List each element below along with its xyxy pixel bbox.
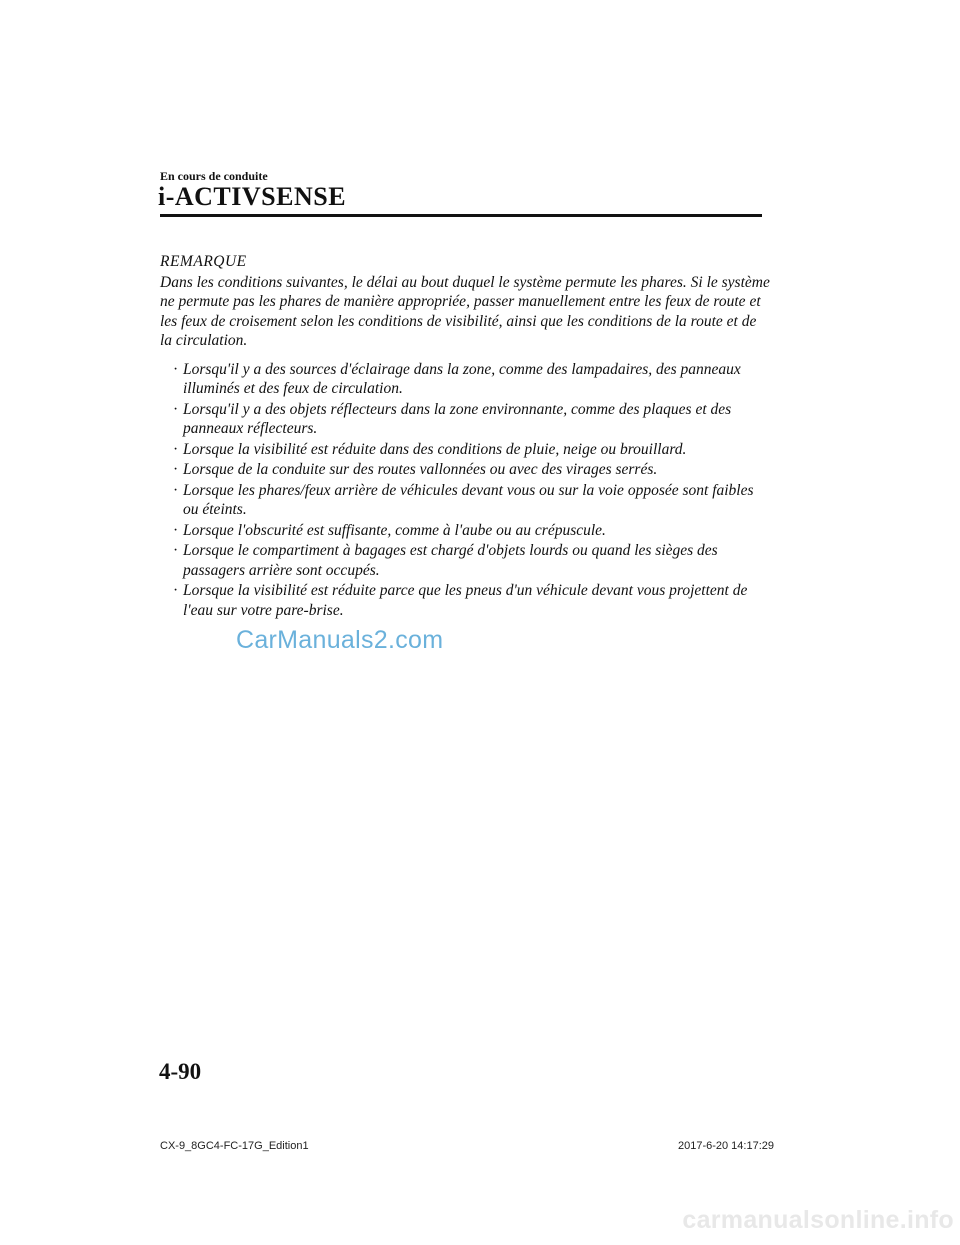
section-label: En cours de conduite bbox=[160, 169, 268, 183]
source-watermark: carmanualsonline.info bbox=[682, 1206, 954, 1234]
title-rule bbox=[160, 214, 762, 217]
list-item bbox=[173, 481, 770, 520]
list-item bbox=[173, 440, 770, 460]
bullet-icon: · bbox=[173, 582, 179, 599]
list-item-text: Lorsque la visibilité est réduite parce que les pneus d'un véhicule devant vous projettent de l'eau sur votre pare-brise. bbox=[183, 582, 748, 619]
list-item bbox=[173, 541, 770, 580]
note-intro: Dans les conditions suivantes, le délai au bout duquel le système permute les phares. Si le système ne permute pas les phares de manière appropriée, passer manuellement entre les feux de route et les feux de croisement selon les conditions de visibilité, ainsi que les conditions de la route et de la circulation. bbox=[160, 273, 770, 349]
watermark-link[interactable]: CarManuals2.com bbox=[236, 626, 444, 654]
bullet-icon: · bbox=[173, 542, 179, 559]
bullet-icon: · bbox=[173, 461, 179, 478]
note-block bbox=[160, 252, 770, 621]
bullet-icon: · bbox=[173, 481, 179, 499]
document-code: CX-9_8GC4-FC-17G_Edition1 bbox=[160, 1140, 309, 1152]
bullet-icon: · bbox=[173, 440, 179, 458]
bullet-icon: · bbox=[173, 360, 179, 378]
list-item bbox=[173, 460, 770, 480]
bullet-icon: · bbox=[173, 521, 179, 539]
list-item-text: Lorsque de la conduite sur des routes vallonnées ou avec des virages serrés. bbox=[183, 461, 658, 478]
page-number: 4-90 bbox=[159, 1059, 202, 1084]
print-timestamp: 2017-6-20 14:17:29 bbox=[677, 1140, 774, 1152]
list-item-text: Lorsque l'obscurité est suffisante, comme à l'aube ou au crépuscule. bbox=[183, 521, 606, 539]
page-title: i-ACTIVSENSE bbox=[158, 182, 347, 211]
condition-list bbox=[160, 360, 770, 621]
list-item-text: Lorsqu'il y a des sources d'éclairage dans la zone, comme des lampadaires, des panneaux illuminés et des feux de circulation. bbox=[183, 360, 741, 397]
list-item-text: Lorsque le compartiment à bagages est chargé d'objets lourds ou quand les sièges des passagers arrière sont occupés. bbox=[183, 542, 718, 579]
list-item bbox=[173, 400, 770, 439]
list-item-text: Lorsque la visibilité est réduite dans des conditions de pluie, neige ou brouillard. bbox=[183, 440, 687, 458]
list-item-text: Lorsque les phares/feux arrière de véhicules devant vous ou sur la voie opposée sont faibles ou éteints. bbox=[183, 481, 754, 518]
note-heading: REMARQUE bbox=[160, 253, 247, 270]
bullet-icon: · bbox=[173, 400, 179, 418]
list-item bbox=[173, 521, 770, 541]
list-item-text: Lorsqu'il y a des objets réflecteurs dans la zone environnante, comme des plaques et des panneaux réflecteurs. bbox=[183, 400, 732, 437]
list-item bbox=[173, 360, 770, 399]
list-item bbox=[173, 581, 770, 620]
